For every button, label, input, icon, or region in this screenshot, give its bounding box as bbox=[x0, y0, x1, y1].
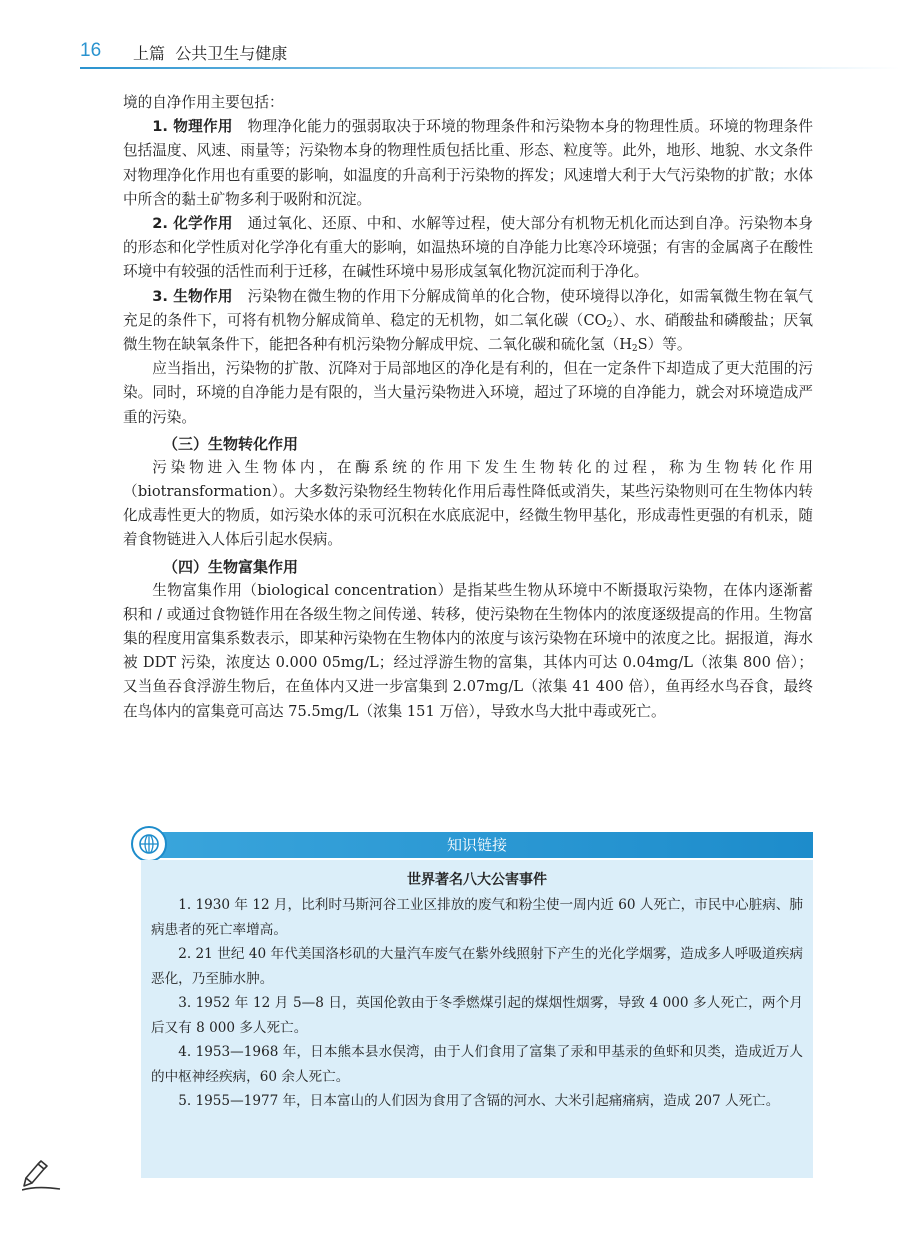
heading-biotransformation: （三）生物转化作用 bbox=[163, 434, 299, 453]
event-item: 2. 21 世纪 40 年代美国洛杉矶的大量汽车废气在紫外线照射下产生的光化学烟雾，造成多人呼吸道疾病恶化，乃至肺水肿。 bbox=[151, 946, 803, 987]
main-content bbox=[123, 91, 813, 724]
paragraph-bioconcentration: 生物富集作用（biological concentration）是指某些生物从环境中不断摄取污染物，在体内逐渐蓄积和 / 或通过食物链作用在各级生物之间传递、转移，使污染物在生物体内的浓度逐级提高的作用。生物富集的程度用富集系数表示，即某种污染物在生物体内的浓度与该污染物在环境中的浓度之比。据报道，海水被 DDT 污染，浓度达 0.000 05mg/L；经过浮游生物的富集，其体内可达 0.04mg/L（浓集 800 倍）；又当鱼吞食浮游生物后，在鱼体内又进一步富集到 2.07mg/L（浓集 41 400 倍），鱼再经水鸟吞食，最终在鸟体内的富集竟可高达 75.5mg/L（浓集 151 万倍），导致水鸟大批中毒或死亡。 bbox=[123, 581, 813, 720]
event-item: 3. 1952 年 12 月 5—8 日，英国伦敦由于冬季燃煤引起的煤烟性烟雾，导致 4 000 多人死亡，两个月后又有 8 000 多人死亡。 bbox=[151, 995, 803, 1036]
text-chemical: 通过氧化、还原、中和、水解等过程，使大部分有机物无机化而达到自净。污染物本身的形态和化学性质对化学净化有重大的影响，如温热环境的自净能力比寒冷环境强；有害的金属离子在酸性环境中有较强的活性而利于迁移，在碱性环境中易形成氢氧化物沉淀而利于净化。 bbox=[123, 215, 813, 281]
text-biological-c: S）等。 bbox=[637, 336, 692, 354]
event-item: 4. 1953—1968 年，日本熊本县水俣湾，由于人们食用了富集了汞和甲基汞的鱼虾和贝类，造成近万人的中枢神经疾病，60 余人死亡。 bbox=[151, 1044, 803, 1085]
knowledge-link-title: 知识链接 bbox=[446, 836, 507, 854]
pen-icon bbox=[22, 1158, 62, 1196]
intro-line: 境的自净作用主要包括： bbox=[123, 94, 284, 111]
event-list bbox=[151, 893, 803, 1114]
lead-chemical: 2. 化学作用 bbox=[152, 215, 233, 233]
page-number: 16 bbox=[80, 40, 102, 61]
header-rule bbox=[80, 67, 900, 69]
part-label: 上篇 bbox=[133, 44, 166, 63]
paragraph-physical bbox=[123, 115, 813, 212]
event-item: 1. 1930 年 12 月，比利时马斯河谷工业区排放的废气和粉尘使一周内近 60 人死亡，市民中心脏病、肺病患者的死亡率增高。 bbox=[151, 897, 803, 938]
paragraph-biotransformation: 污染物进入生物体内，在酶系统的作用下发生生物转化的过程，称为生物转化作用（biotransformation）。大多数污染物经生物转化作用后毒性降低或消失，某些污染物则可在生物体内转化成毒性更大的物质，如污染水体的汞可沉积在水底底泥中，经微生物甲基化，形成毒性更强的有机汞，随着食物链进入人体后引起水俣病。 bbox=[123, 458, 813, 549]
page-header bbox=[0, 34, 900, 74]
knowledge-link-panel bbox=[141, 860, 813, 1178]
text-biological-b: ）、水、硝酸盐和磷酸盐；厌氧微生物在缺氧条件下，能把各种有机污染物分解成甲烷、二氧化碳和硫化氢（H bbox=[123, 311, 813, 354]
globe-icon bbox=[131, 826, 167, 862]
event-item: 5. 1955—1977 年，日本富山的人们因为食用了含镉的河水、大米引起痛痛病，造成 207 人死亡。 bbox=[178, 1093, 780, 1109]
paragraph-chemical bbox=[123, 212, 813, 285]
heading-bioconcentration: （四）生物富集作用 bbox=[163, 557, 299, 576]
paragraph-biological bbox=[123, 285, 813, 358]
subscript-co2: 2 bbox=[606, 319, 613, 330]
paragraph-note: 应当指出，污染物的扩散、沉降对于局部地区的净化是有利的，但在一定条件下却造成了更大范围的污染。同时，环境的自净能力是有限的，当大量污染物进入环境，超过了环境的自净能力，就会对环境造成严重的污染。 bbox=[123, 360, 813, 426]
text-biological-a: 污染物在微生物的作用下分解成简单的化合物，使环境得以净化，如需氧微生物在氧气充足的条件下，可将有机物分解成简单、稳定的无机物，如二氧化碳（CO bbox=[123, 287, 813, 329]
panel-title: 世界著名八大公害事件 bbox=[407, 872, 547, 888]
lead-biological: 3. 生物作用 bbox=[152, 287, 233, 305]
subscript-h2s: 2 bbox=[631, 344, 638, 355]
lead-physical: 1. 物理作用 bbox=[152, 118, 233, 136]
chapter-label: 公共卫生与健康 bbox=[175, 44, 288, 63]
running-title bbox=[133, 41, 287, 64]
text-physical: 物理净化能力的强弱取决于环境的物理条件和污染物本身的物理性质。环境的物理条件包括温度、风速、雨量等；污染物本身的物理性质包括比重、形态、粒度等。此外，地形、地貌、水文条件对物理净化作用也有重要的影响，如温度的升高利于污染物的挥发；风速增大利于大气污染物的扩散；水体中所含的黏土矿物多利于吸附和沉淀。 bbox=[123, 118, 813, 208]
knowledge-link-bar bbox=[141, 832, 813, 858]
